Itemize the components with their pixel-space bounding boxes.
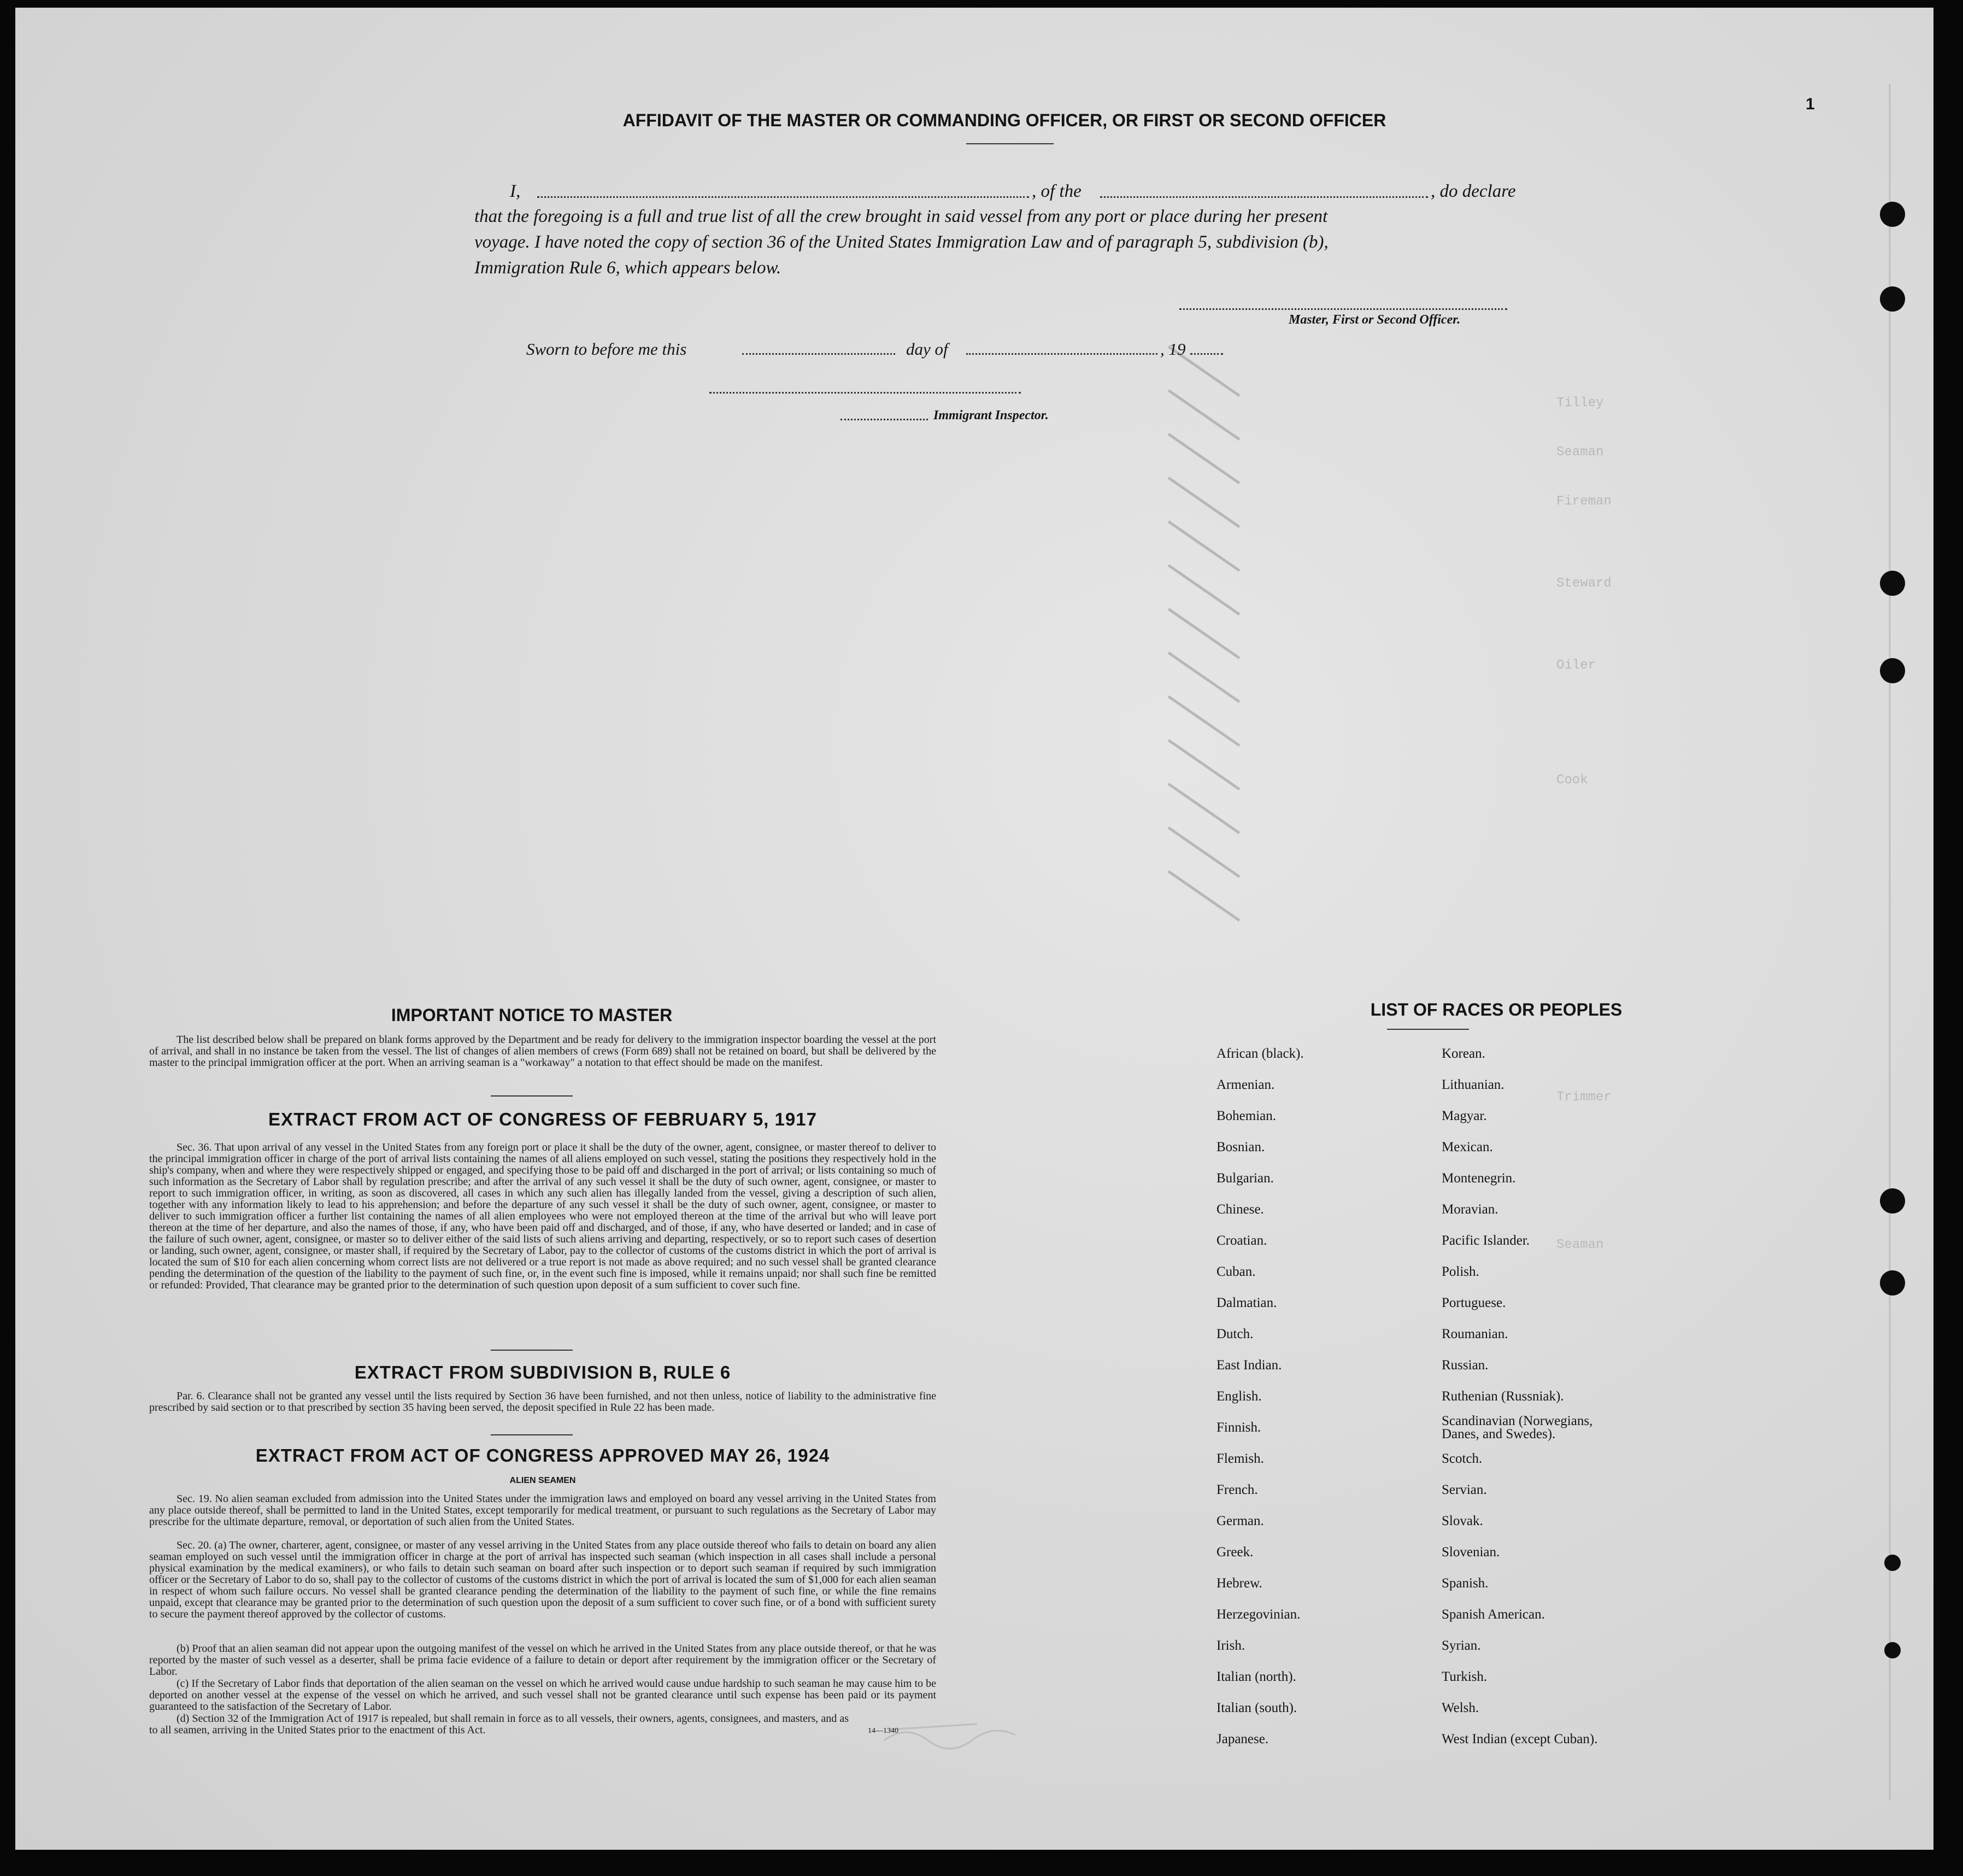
- affidavit-do-declare: , do declare: [1431, 181, 1516, 201]
- race-item: Spanish.: [1442, 1576, 1489, 1591]
- act-1924-sec-20b: (b) Proof that an alien seaman did not appear upon the outgoing manifest of the vessel on which he arrived in the United States from any place outside thereof, or that he was reported by the master of such vessel as a deserter, shall be prima facie evidence of a failure to detain or deport after requirement by the immigration officer or the Secretary of Labor.: [149, 1643, 936, 1678]
- punch-hole: [1880, 1270, 1905, 1295]
- inspector-caption: Immigrant Inspector.: [933, 408, 1049, 423]
- affidavit-line-2: voyage. I have noted the copy of section 36 of the United States Immigration Law and of paragraph 5, subdivision (b),: [474, 232, 1329, 252]
- race-item: English.: [1216, 1389, 1262, 1404]
- race-item: Slovak.: [1442, 1514, 1483, 1528]
- race-item: Lithuanian.: [1442, 1077, 1504, 1092]
- punch-hole: [1880, 1188, 1905, 1213]
- signature-line[interactable]: [1179, 308, 1507, 310]
- notice-title: IMPORTANT NOTICE TO MASTER: [391, 1005, 673, 1025]
- race-item: Chinese.: [1216, 1202, 1264, 1217]
- year-blank[interactable]: [1190, 353, 1223, 355]
- race-item: Bulgarian.: [1216, 1171, 1274, 1186]
- race-item: Japanese.: [1216, 1732, 1269, 1746]
- divider: [491, 1095, 573, 1097]
- race-item: Moravian.: [1442, 1202, 1498, 1217]
- affidavit-line-1: that the foregoing is a full and true list of all the crew brought in said vessel from any port or place during her present: [474, 207, 1328, 226]
- race-item: African (black).: [1216, 1046, 1304, 1061]
- race-item: Montenegrin.: [1442, 1171, 1516, 1186]
- race-item: Dutch.: [1216, 1327, 1254, 1341]
- race-item: Finnish.: [1216, 1420, 1261, 1435]
- race-item: Greek.: [1216, 1545, 1254, 1560]
- race-item: Irish.: [1216, 1638, 1245, 1653]
- day-blank[interactable]: [742, 353, 895, 355]
- affidavit-of-the: , of the: [1032, 181, 1082, 201]
- race-item: Scotch.: [1442, 1451, 1483, 1466]
- race-item: Pacific Islander.: [1442, 1233, 1530, 1248]
- divider: [491, 1434, 573, 1435]
- race-item: Welsh.: [1442, 1701, 1479, 1715]
- inspector-line-2: [841, 419, 928, 420]
- document-sheet: [15, 8, 1933, 1850]
- divider: [966, 143, 1054, 144]
- alien-seamen-subtitle: ALIEN SEAMEN: [509, 1476, 576, 1485]
- bleed-through-text: Tilley: [1556, 396, 1604, 411]
- act-1924-sec-20c: (c) If the Secretary of Labor finds that deportation of the alien seaman on the vessel on which he arrived would cause undue hardship to such seaman he may cause him to be deported on another vessel at the expense of the vessel on which he arrived, and such vessel shall not be granted clearance until such expense has been paid or its payment guaranteed to the satisfaction of the Secretary of Labor.: [149, 1678, 936, 1713]
- race-item: Bosnian.: [1216, 1140, 1265, 1154]
- punch-hole: [1884, 1555, 1901, 1571]
- punch-hole: [1884, 1642, 1901, 1658]
- affidavit-line-3: Immigration Rule 6, which appears below.: [474, 258, 781, 278]
- act-1917-text: Sec. 36. That upon arrival of any vessel in the United States from any foreign port or place it shall be the duty of the owner, agent, consignee, or master thereof to deliver to the principal immigration officer in charge of the port of arrival lists containing the names of all aliens employed on such vessel, stating the positions they respectively hold in the ship's company, when and where they were respectively shipped or engaged, and specifying those to be paid off and discharged in the port of arrival; or lists containing so much of such information as the Secretary of Labor shall by regulation prescribe; and after the arrival of any such vessel it shall be the duty of such owner, agent, consignee, or master to report to such immigration officer, in writing, as soon as discovered, all cases in which any such alien has illegally landed from the vessel, giving a description of such alien, together with any information likely to lead to his apprehension; and before the departure of any such vessel it shall be the duty of such owner, agent, consignee, or master to deliver to such immigration officer a further list containing the names of all alien employees who were not employed thereon at the time of the arrival but who will leave port thereon at the time of her departure, and also the names of those, if any, who have been paid off and discharged, and of those, if any, who have deserted or landed; and in case of the failure of such owner, agent, consignee, or master so to deliver either of the said lists of such aliens arriving and departing, respectively, or so to report such cases of desertion or landing, such owner, agent, consignee, or master shall, if required by the Secretary of Labor, pay to the collector of customs of the customs district in which the port of arrival is located the sum of $10 for each alien concerning whom correct lists are not delivered or a true report is not made as above required; and no such vessel shall be granted clearance pending the determination of the question of the liability to the payment of such fine, or, in the event such fine is imposed, while it remains unpaid; nor shall such fine be remitted or refunded: Provided, That clearance may be granted prior to the determination of such question upon deposit of a sum sufficient to cover such fine.: [149, 1141, 936, 1291]
- race-item: East Indian.: [1216, 1358, 1282, 1373]
- bleed-through-text: Seaman: [1556, 445, 1604, 460]
- day-of-text: day of: [906, 339, 948, 359]
- race-item: Russian.: [1442, 1358, 1489, 1373]
- bleed-through-text: Seaman: [1556, 1238, 1604, 1252]
- punch-hole: [1880, 571, 1905, 596]
- race-item: Croatian.: [1216, 1233, 1267, 1248]
- act-1924-title: EXTRACT FROM ACT OF CONGRESS APPROVED MAY 26, 1924: [255, 1445, 830, 1465]
- margin-mark: 1: [1806, 95, 1815, 113]
- bleed-through-text: Steward: [1556, 576, 1612, 591]
- act-1924-sec-20a: Sec. 20. (a) The owner, charterer, agent, consignee, or master of any vessel arriving in the United States from any place outside thereof who fails to detain on board any alien seaman employed on such vessel until the immigration officer in charge at the port of arrival has inspected such seaman (which inspection in all cases shall include a personal physical examination by the medical examiners), or who fails to detain such seaman on board after such inspection or to deport such seaman if required by such immigration officer or the Secretary of Labor to do so, shall pay to the collector of customs of the customs district in which the port of arrival is located the sum of $1,000 for each alien seaman in respect of whom such failure occurs. No vessel shall be granted clearance pending the determination of the liability to the payment of such fine, or while the fine remains unpaid, except that clearance may be granted prior to the determination of such question upon the deposit of a sum sufficient to cover such fine, or of a bond with sufficient surety to secure the payment thereof approved by the collector of customs.: [149, 1539, 936, 1620]
- race-item: Polish.: [1442, 1264, 1479, 1279]
- act-1924-sec-20d: (d) Section 32 of the Immigration Act of 1917 is repealed, but shall remain in force as to all vessels, their owners, agents, consignees, and masters, and as to all seamen, arriving in the United States prior to the enactment of this Act.: [149, 1713, 849, 1736]
- race-item: Turkish.: [1442, 1669, 1488, 1684]
- race-item: Italian (north).: [1216, 1669, 1296, 1684]
- race-item: Flemish.: [1216, 1451, 1264, 1466]
- race-item: West Indian (except Cuban).: [1442, 1732, 1598, 1746]
- punch-hole: [1880, 658, 1905, 683]
- race-item: Hebrew.: [1216, 1576, 1262, 1591]
- race-item: Magyar.: [1442, 1109, 1487, 1123]
- divider: [491, 1350, 573, 1351]
- name-blank[interactable]: [537, 196, 1029, 198]
- act-1924-sec-19: Sec. 19. No alien seaman excluded from admission into the United States under the immigration laws and employed on board any vessel arriving in the United States from any place outside thereof, shall be permitted to land in the United States, except temporarily for medical treatment, or pursuant to such regulations as the Secretary of Labor may prescribe for the ultimate departure, removal, or deportation of such alien from the United States.: [149, 1493, 936, 1528]
- bleed-through-text: Cook: [1556, 773, 1588, 788]
- race-item: Mexican.: [1442, 1140, 1493, 1154]
- sworn-text: Sworn to before me this: [526, 339, 687, 359]
- divider: [1387, 1029, 1469, 1030]
- vessel-blank[interactable]: [1100, 196, 1428, 198]
- month-blank[interactable]: [966, 353, 1157, 355]
- act-1917-title: EXTRACT FROM ACT OF CONGRESS OF FEBRUARY 5, 1917: [268, 1109, 817, 1129]
- race-item: French.: [1216, 1482, 1258, 1497]
- signature-caption: Master, First or Second Officer.: [1289, 313, 1461, 327]
- race-item: Armenian.: [1216, 1077, 1275, 1092]
- bleed-through-text: Fireman: [1556, 494, 1612, 509]
- race-item: Scandinavian (Norwegians, Danes, and Swedes).: [1442, 1414, 1593, 1441]
- year-text: , 19: [1160, 339, 1186, 359]
- race-item: Syrian.: [1442, 1638, 1481, 1653]
- rule-6-text: Par. 6. Clearance shall not be granted any vessel until the lists required by Section 36 have been furnished, and not then unless, notice of liability to the administrative fine prescribed by said section or to that prescribed by section 35 having been served, the deposit specified in Rule 22 has been made.: [149, 1390, 936, 1414]
- form-number: 14—1340: [868, 1727, 898, 1735]
- race-item: Servian.: [1442, 1482, 1487, 1497]
- race-item: Dalmatian.: [1216, 1295, 1277, 1310]
- race-item: Herzegovinian.: [1216, 1607, 1301, 1622]
- race-item: German.: [1216, 1514, 1264, 1528]
- race-item: Italian (south).: [1216, 1701, 1297, 1715]
- races-title: LIST OF RACES OR PEOPLES: [1370, 1000, 1623, 1019]
- race-item: Slovenian.: [1442, 1545, 1500, 1560]
- punch-hole: [1880, 202, 1905, 227]
- rule-6-title: EXTRACT FROM SUBDIVISION B, RULE 6: [354, 1362, 731, 1382]
- affidavit-i: I,: [510, 181, 521, 201]
- race-item: Portuguese.: [1442, 1295, 1506, 1310]
- inspector-line[interactable]: [709, 392, 1021, 394]
- race-item: Roumanian.: [1442, 1327, 1508, 1341]
- affidavit-title: AFFIDAVIT OF THE MASTER OR COMMANDING OFFICER, OR FIRST OR SECOND OFFICER: [622, 110, 1386, 130]
- notice-text: The list described below shall be prepared on blank forms approved by the Department and be ready for delivery to the immigration inspector boarding the vessel at the port of arrival, and shall in no instance be taken from the vessel. The list of changes of alien members of crews (Form 689) shall not be retained on board, but shall be delivered by the master to the principal immigration officer at the port. When an arriving seaman is a "workaway" a notation to that effect should be made on the manifest.: [149, 1034, 936, 1069]
- race-item: Bohemian.: [1216, 1109, 1277, 1123]
- punch-hole: [1880, 286, 1905, 312]
- race-item: Ruthenian (Russniak).: [1442, 1389, 1564, 1404]
- race-item: Cuban.: [1216, 1264, 1256, 1279]
- race-item: Korean.: [1442, 1046, 1485, 1061]
- race-item: Spanish American.: [1442, 1607, 1545, 1622]
- bleed-through-text: Oiler: [1556, 658, 1596, 673]
- bleed-through-text: Trimmer: [1556, 1090, 1612, 1105]
